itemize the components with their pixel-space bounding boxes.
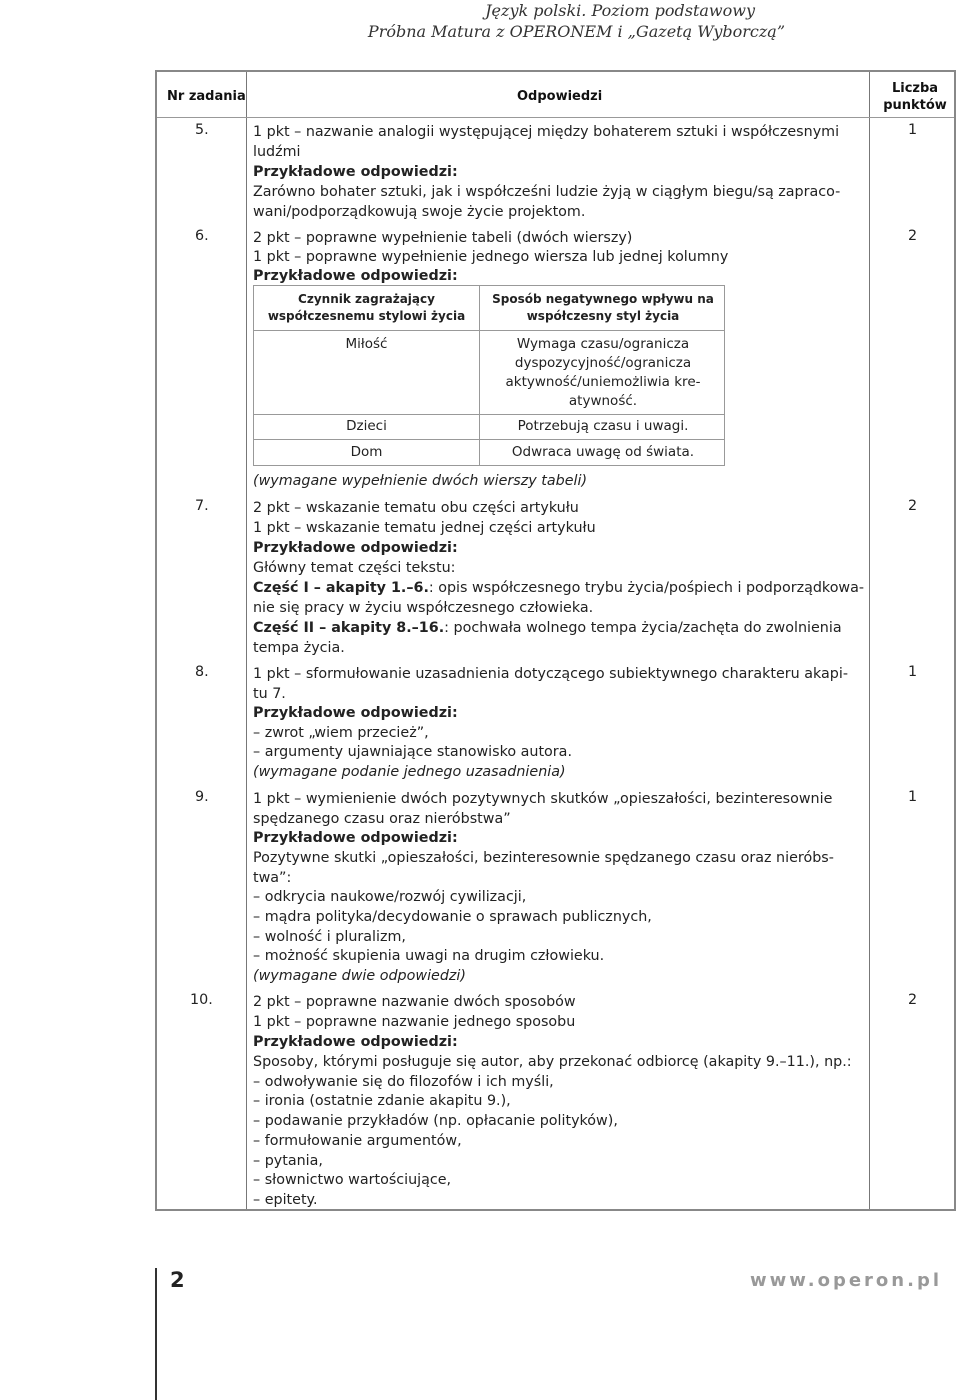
task-line: – pytania,	[253, 1153, 323, 1169]
task-line: – wolność i pluralizm,	[253, 929, 406, 945]
column-divider	[869, 72, 870, 1209]
task-line: 1 pkt – poprawne wypełnienie jednego wiersza lub jednej kolumny	[253, 249, 729, 265]
row-divider	[254, 439, 724, 440]
task-line: – możność skupienia uwagi na drugim człowieku.	[253, 948, 605, 964]
header-exam: Próbna Matura z OPERONEM i „Gazetą Wyborczą”	[367, 22, 785, 41]
task-line: 1 pkt – sformułowanie uzasadnienia dotyczącego subiektywnego charakteru akapi-	[253, 666, 848, 682]
page-number: 2	[170, 1268, 185, 1292]
task-line: ludźmi	[253, 144, 301, 160]
table-header-effect	[480, 291, 726, 325]
table-cell	[480, 335, 726, 411]
task-line	[253, 578, 864, 598]
header-line: Czynnik zagrażający	[298, 292, 435, 306]
table-cell: Odwraca uwagę od świata.	[511, 444, 695, 460]
example-answers-label: Przykładowe odpowiedzi:	[253, 1034, 458, 1050]
task-line: – epitety.	[253, 1192, 318, 1208]
task-number: 7.	[195, 498, 209, 514]
part-text: : pochwała wolnego tempa życia/zachęta do zwolnienia	[444, 620, 842, 636]
header-divider	[157, 117, 954, 118]
page-header	[367, 0, 785, 42]
task-line: Pozytywne skutki „opieszałości, bezinteresownie spędzanego czasu oraz nieróbs-	[253, 850, 834, 866]
table-header-factor	[254, 291, 479, 325]
task-line: wani/podporządkowują swoje życie projektom.	[253, 204, 586, 220]
table-cell: Potrzebują czasu i uwagi.	[517, 418, 689, 434]
task-line: spędzanego czasu oraz nieróbstwa”	[253, 811, 511, 827]
task-line: Główny temat części tekstu:	[253, 560, 456, 576]
task-line: – zwrot „wiem przecież”,	[253, 725, 429, 741]
publisher-url: www.operon.pl	[750, 1270, 942, 1291]
footer-rule	[155, 1268, 157, 1400]
task-line: 1 pkt – wymienienie dwóch pozytywnych skutków „opieszałości, bezinteresownie	[253, 791, 833, 807]
row-divider	[254, 414, 724, 415]
table-cell: Dzieci	[346, 418, 387, 434]
task-line: 2 pkt – poprawne nazwanie dwóch sposobów	[253, 994, 576, 1010]
task-line: – odwoływanie się do filozofów i ich myśli,	[253, 1074, 554, 1090]
example-answers-label: Przykładowe odpowiedzi:	[253, 164, 458, 180]
header-points: Liczba punktów	[883, 81, 947, 113]
task-line: tu 7.	[253, 686, 286, 702]
part-text: : opis współczesnego trybu życia/pośpiech i podporządkowa-	[428, 580, 865, 596]
header-subject: Język polski. Poziom podstawowy	[485, 1, 755, 20]
task-line: – mądra polityka/decydowanie o sprawach publicznych,	[253, 909, 652, 925]
header-line: współczesny styl życia	[526, 309, 680, 323]
task-points: 1	[908, 122, 918, 138]
task-number: 10.	[190, 992, 213, 1008]
task-points: 2	[908, 228, 918, 244]
task-points: 2	[908, 992, 918, 1008]
task-number: 5.	[195, 122, 209, 138]
cell-line: atywność.	[568, 393, 638, 409]
example-answers-label: Przykładowe odpowiedzi:	[253, 830, 458, 846]
task-line: 2 pkt – poprawne wypełnienie tabeli (dwóch wierszy)	[253, 230, 633, 246]
requirement-note: (wymagane wypełnienie dwóch wierszy tabeli)	[253, 473, 588, 489]
task-line: – podawanie przykładów (np. opłacanie polityków),	[253, 1113, 618, 1129]
task-line: twa”:	[253, 870, 292, 886]
task-line: 1 pkt – wskazanie tematu jednej części artykułu	[253, 520, 596, 536]
task-number: 9.	[195, 789, 209, 805]
task-number: 8.	[195, 664, 209, 680]
task-line: – słownictwo wartościujące,	[253, 1172, 452, 1188]
header-task-number: Nr zadania	[167, 89, 246, 104]
part-label: Część I – akapity 1.–6.	[253, 580, 429, 596]
requirement-note: (wymagane dwie odpowiedzi)	[253, 968, 466, 984]
part-label: Część II – akapity 8.–16.	[253, 620, 445, 636]
requirement-note: (wymagane podanie jednego uzasadnienia)	[253, 764, 566, 780]
task-line: 1 pkt – nazwanie analogii występującej między bohaterem sztuki i współczesnymi	[253, 124, 840, 140]
cell-line: dyspozycyjność/ogranicza	[514, 355, 692, 371]
task-line: – argumenty ujawniające stanowisko autora.	[253, 744, 572, 760]
cell-line: aktywność/uniemożliwia kre-	[505, 374, 701, 390]
task-number: 6.	[195, 228, 209, 244]
example-answers-label: Przykładowe odpowiedzi:	[253, 705, 458, 721]
task-line: – formułowanie argumentów,	[253, 1133, 462, 1149]
task-points: 1	[908, 789, 918, 805]
task-line: nie się pracy w życiu współczesnego człowieka.	[253, 600, 594, 616]
task-line	[253, 618, 842, 638]
column-divider	[246, 72, 247, 1209]
task-line: – odkrycia naukowe/rozwój cywilizacji,	[253, 889, 527, 905]
task-line: Zarówno bohater sztuki, jak i współcześni ludzie żyją w ciągłym biegu/są zapraco-	[253, 184, 841, 200]
header-answers: Odpowiedzi	[517, 89, 603, 104]
example-answers-label: Przykładowe odpowiedzi:	[253, 540, 458, 556]
task-line: 2 pkt – wskazanie tematu obu części artykułu	[253, 500, 579, 516]
row-divider	[254, 330, 724, 331]
task-line: tempa życia.	[253, 640, 345, 656]
table-cell: Miłość	[345, 336, 388, 352]
header-line: Sposób negatywnego wpływu na	[492, 292, 714, 306]
header-line: współczesnemu stylowi życia	[267, 309, 466, 323]
task-points: 2	[908, 498, 918, 514]
task-line: – ironia (ostatnie zdanie akapitu 9.),	[253, 1093, 511, 1109]
example-answers-label: Przykładowe odpowiedzi:	[253, 268, 458, 284]
task-points: 1	[908, 664, 918, 680]
task-line: Sposoby, którymi posługuje się autor, aby przekonać odbiorcę (akapity 9.–11.), np.:	[253, 1054, 852, 1070]
example-table	[253, 285, 725, 466]
answer-key-table	[155, 70, 956, 1211]
table-cell: Dom	[350, 444, 383, 460]
task-line: 1 pkt – poprawne nazwanie jednego sposobu	[253, 1014, 576, 1030]
cell-line: Wymaga czasu/ogranicza	[516, 336, 690, 352]
